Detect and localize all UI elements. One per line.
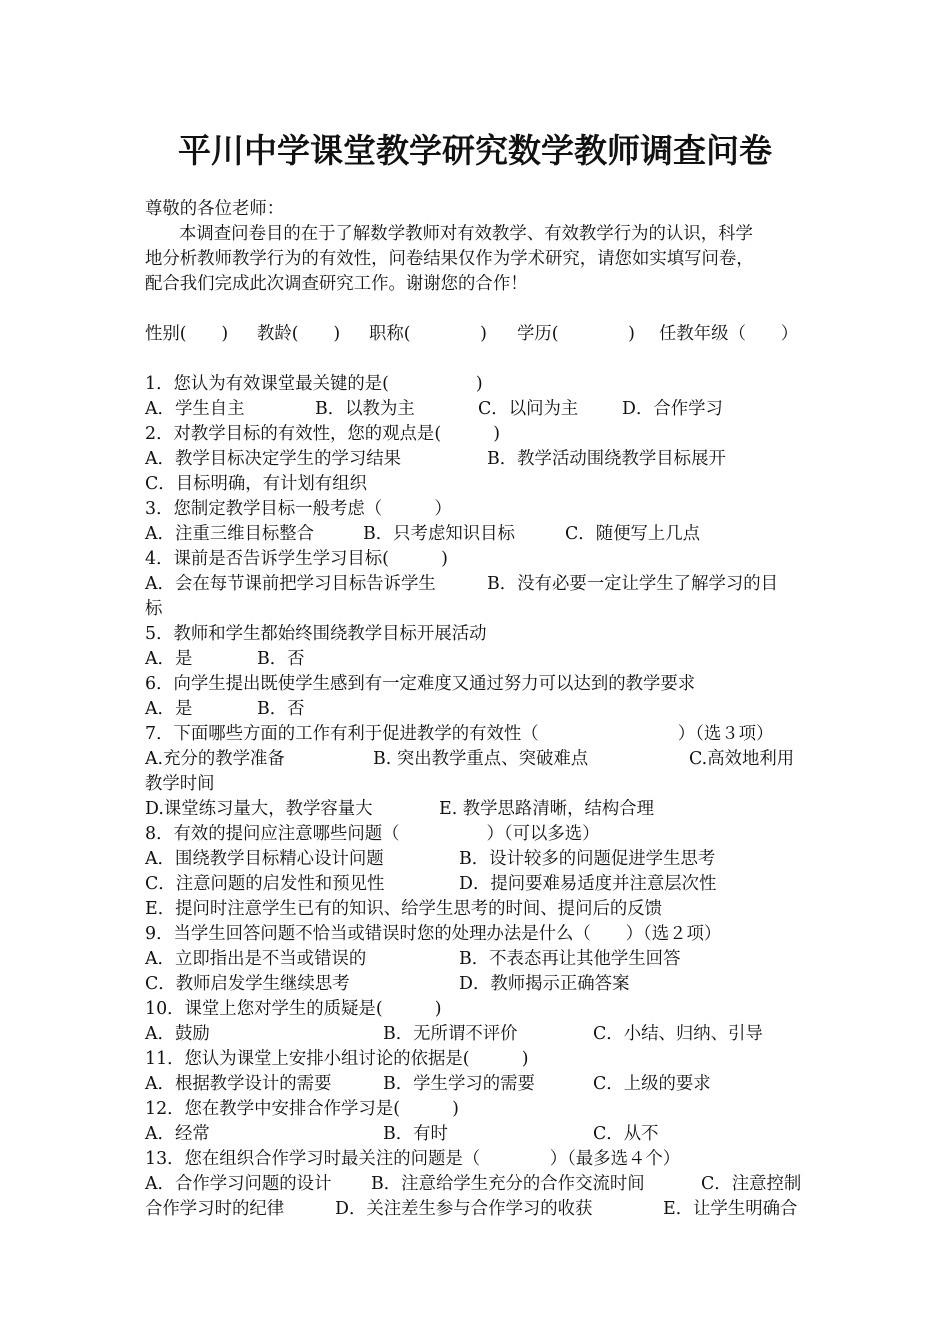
question-9-options-2 (145, 972, 810, 997)
question-6: 6．向学生提出既使学生感到有一定难度又通过努力可以达到的教学要求 (145, 674, 696, 694)
option-c: C．注意问题的启发性和预见性 (145, 874, 385, 894)
question-7-options (145, 747, 810, 772)
option-b: B．学生学习的需要 (383, 1074, 535, 1094)
option-a: A.充分的教学准备 (145, 749, 285, 769)
option-b: B．注意给学生充分的合作交流时间 (371, 1174, 645, 1194)
question-7-option-c-wrap: 教学时间 (145, 774, 215, 794)
option-a: A．经常 (145, 1124, 210, 1144)
education-field: 学历( ) (517, 324, 635, 344)
question-7: 7．下面哪些方面的工作有利于促进教学的有效性（ ）（选３项） (145, 724, 774, 744)
option-a: A．根据教学设计的需要 (145, 1074, 332, 1094)
question-13: 13．您在组织合作学习时最关注的问题是（ ）（最多选４个） (145, 1149, 681, 1169)
question-9-options (145, 947, 810, 972)
option-d: D.课堂练习量大，教学容量大 (145, 799, 373, 819)
question-7-options-2 (145, 797, 810, 822)
option-b: B．不表态再让其他学生回答 (459, 949, 681, 969)
option-b: B．设计较多的问题促进学生思考 (459, 849, 716, 869)
question-4-option-b-wrap: 标 (145, 599, 163, 619)
question-10-options (145, 1022, 810, 1047)
question-2-options (145, 447, 810, 472)
option-b: B．以教为主 (315, 399, 415, 419)
question-5-options (145, 647, 810, 672)
option-a: A．合作学习问题的设计 (145, 1174, 332, 1194)
option-c: C．小结、归纳、引导 (593, 1024, 763, 1044)
option-c-wrap: 合作学习时的纪律 (145, 1199, 285, 1219)
option-a: A．围绕教学目标精心设计问题 (145, 849, 384, 869)
option-d: D．提问要难易适度并注意层次性 (459, 874, 717, 894)
greeting: 尊敬的各位老师： (145, 199, 285, 219)
option-b: B．只考虑知识目标 (363, 524, 515, 544)
title-field: 职称( ) (369, 324, 487, 344)
option-a: A．学生自主 (145, 399, 245, 419)
option-c: C．从不 (593, 1124, 659, 1144)
option-c: C．上级的要求 (593, 1074, 711, 1094)
option-c: C．随便写上几点 (565, 524, 701, 544)
question-13-options-2 (145, 1197, 810, 1222)
option-a: A．是 (145, 699, 193, 719)
option-d: D．教师揭示正确答案 (459, 974, 630, 994)
option-e: E．让学生明确合 (663, 1199, 798, 1219)
respondent-info-row (145, 322, 810, 347)
question-8-options-2 (145, 872, 810, 897)
question-11: 11．您认为课堂上安排小组讨论的依据是( ) (145, 1049, 529, 1069)
option-d: D．合作学习 (622, 399, 723, 419)
question-3: 3．您制定教学目标一般考虑（ ） (145, 499, 452, 519)
question-8: 8．有效的提问应注意哪些问题（ ）（可以多选） (145, 824, 600, 844)
option-c: C.高效地利用 (689, 749, 795, 769)
option-c: C．以问为主 (478, 399, 579, 419)
option-e: E. 教学思路清晰，结构合理 (439, 799, 655, 819)
question-10: 10．课堂上您对学生的质疑是( ) (145, 999, 442, 1019)
option-b: B．否 (257, 699, 305, 719)
gender-field: 性别( ) (145, 324, 229, 344)
option-b: B. 突出教学重点、突破难点 (373, 749, 589, 769)
question-12-options (145, 1122, 810, 1147)
question-8-options (145, 847, 810, 872)
option-c: C．注意控制 (701, 1174, 802, 1194)
spacer (145, 297, 810, 322)
question-4-options (145, 572, 810, 597)
option-d: D．关注差生参与合作学习的收获 (335, 1199, 593, 1219)
option-a: A．是 (145, 649, 193, 669)
question-3-options (145, 522, 810, 547)
option-b: B．没有必要一定让学生了解学习的目 (487, 574, 779, 594)
option-b: B．无所谓不评价 (383, 1024, 518, 1044)
question-9: 9．当学生回答问题不恰当或错误时您的处理办法是什么（ ）（选２项） (145, 924, 722, 944)
spacer (145, 347, 810, 372)
years-field: 教龄( ) (257, 324, 341, 344)
option-a: A．注重三维目标整合 (145, 524, 315, 544)
option-a: A．教学目标决定学生的学习结果 (145, 449, 402, 469)
question-13-options (145, 1172, 810, 1197)
question-1-options (145, 397, 810, 422)
question-4: 4．课前是否告诉学生学习目标( ) (145, 549, 448, 569)
intro-line-3: 配合我们完成此次调查研究工作。谢谢您的合作！ (145, 274, 528, 294)
question-5: 5．教师和学生都始终围绕教学目标开展活动 (145, 624, 487, 644)
option-a: A．立即指出是不当或错误的 (145, 949, 367, 969)
question-8-option-e: E．提问时注意学生已有的知识、给学生思考的时间、提问后的反馈 (145, 899, 663, 919)
intro-line-1: 本调查问卷目的在于了解数学教师对有效教学、有效教学行为的认识，科学 (179, 224, 753, 244)
question-2: 2．对教学目标的有效性，您的观点是( ) (145, 424, 501, 444)
option-b: B．有时 (383, 1124, 448, 1144)
option-a: A．鼓励 (145, 1024, 210, 1044)
intro-line-2: 地分析教师教学行为的有效性，问卷结果仅作为学术研究，请您如实填写问卷， (145, 249, 754, 269)
question-2-option-c: C．目标明确，有计划有组织 (145, 474, 367, 494)
option-b: B．教学活动围绕教学目标展开 (487, 449, 726, 469)
option-b: B．否 (257, 649, 305, 669)
document-title: 平川中学课堂教学研究数学教师调查问卷 (178, 131, 772, 170)
question-1: 1．您认为有效课堂最关键的是( ) (145, 374, 483, 394)
question-11-options (145, 1072, 810, 1097)
grade-field: 任教年级（ ） (659, 324, 799, 344)
questionnaire-body (145, 197, 810, 1222)
question-12: 12．您在教学中安排合作学习是( ) (145, 1099, 459, 1119)
option-a: A．会在每节课前把学习目标告诉学生 (145, 574, 436, 594)
option-c: C．教师启发学生继续思考 (145, 974, 350, 994)
question-6-options (145, 697, 810, 722)
